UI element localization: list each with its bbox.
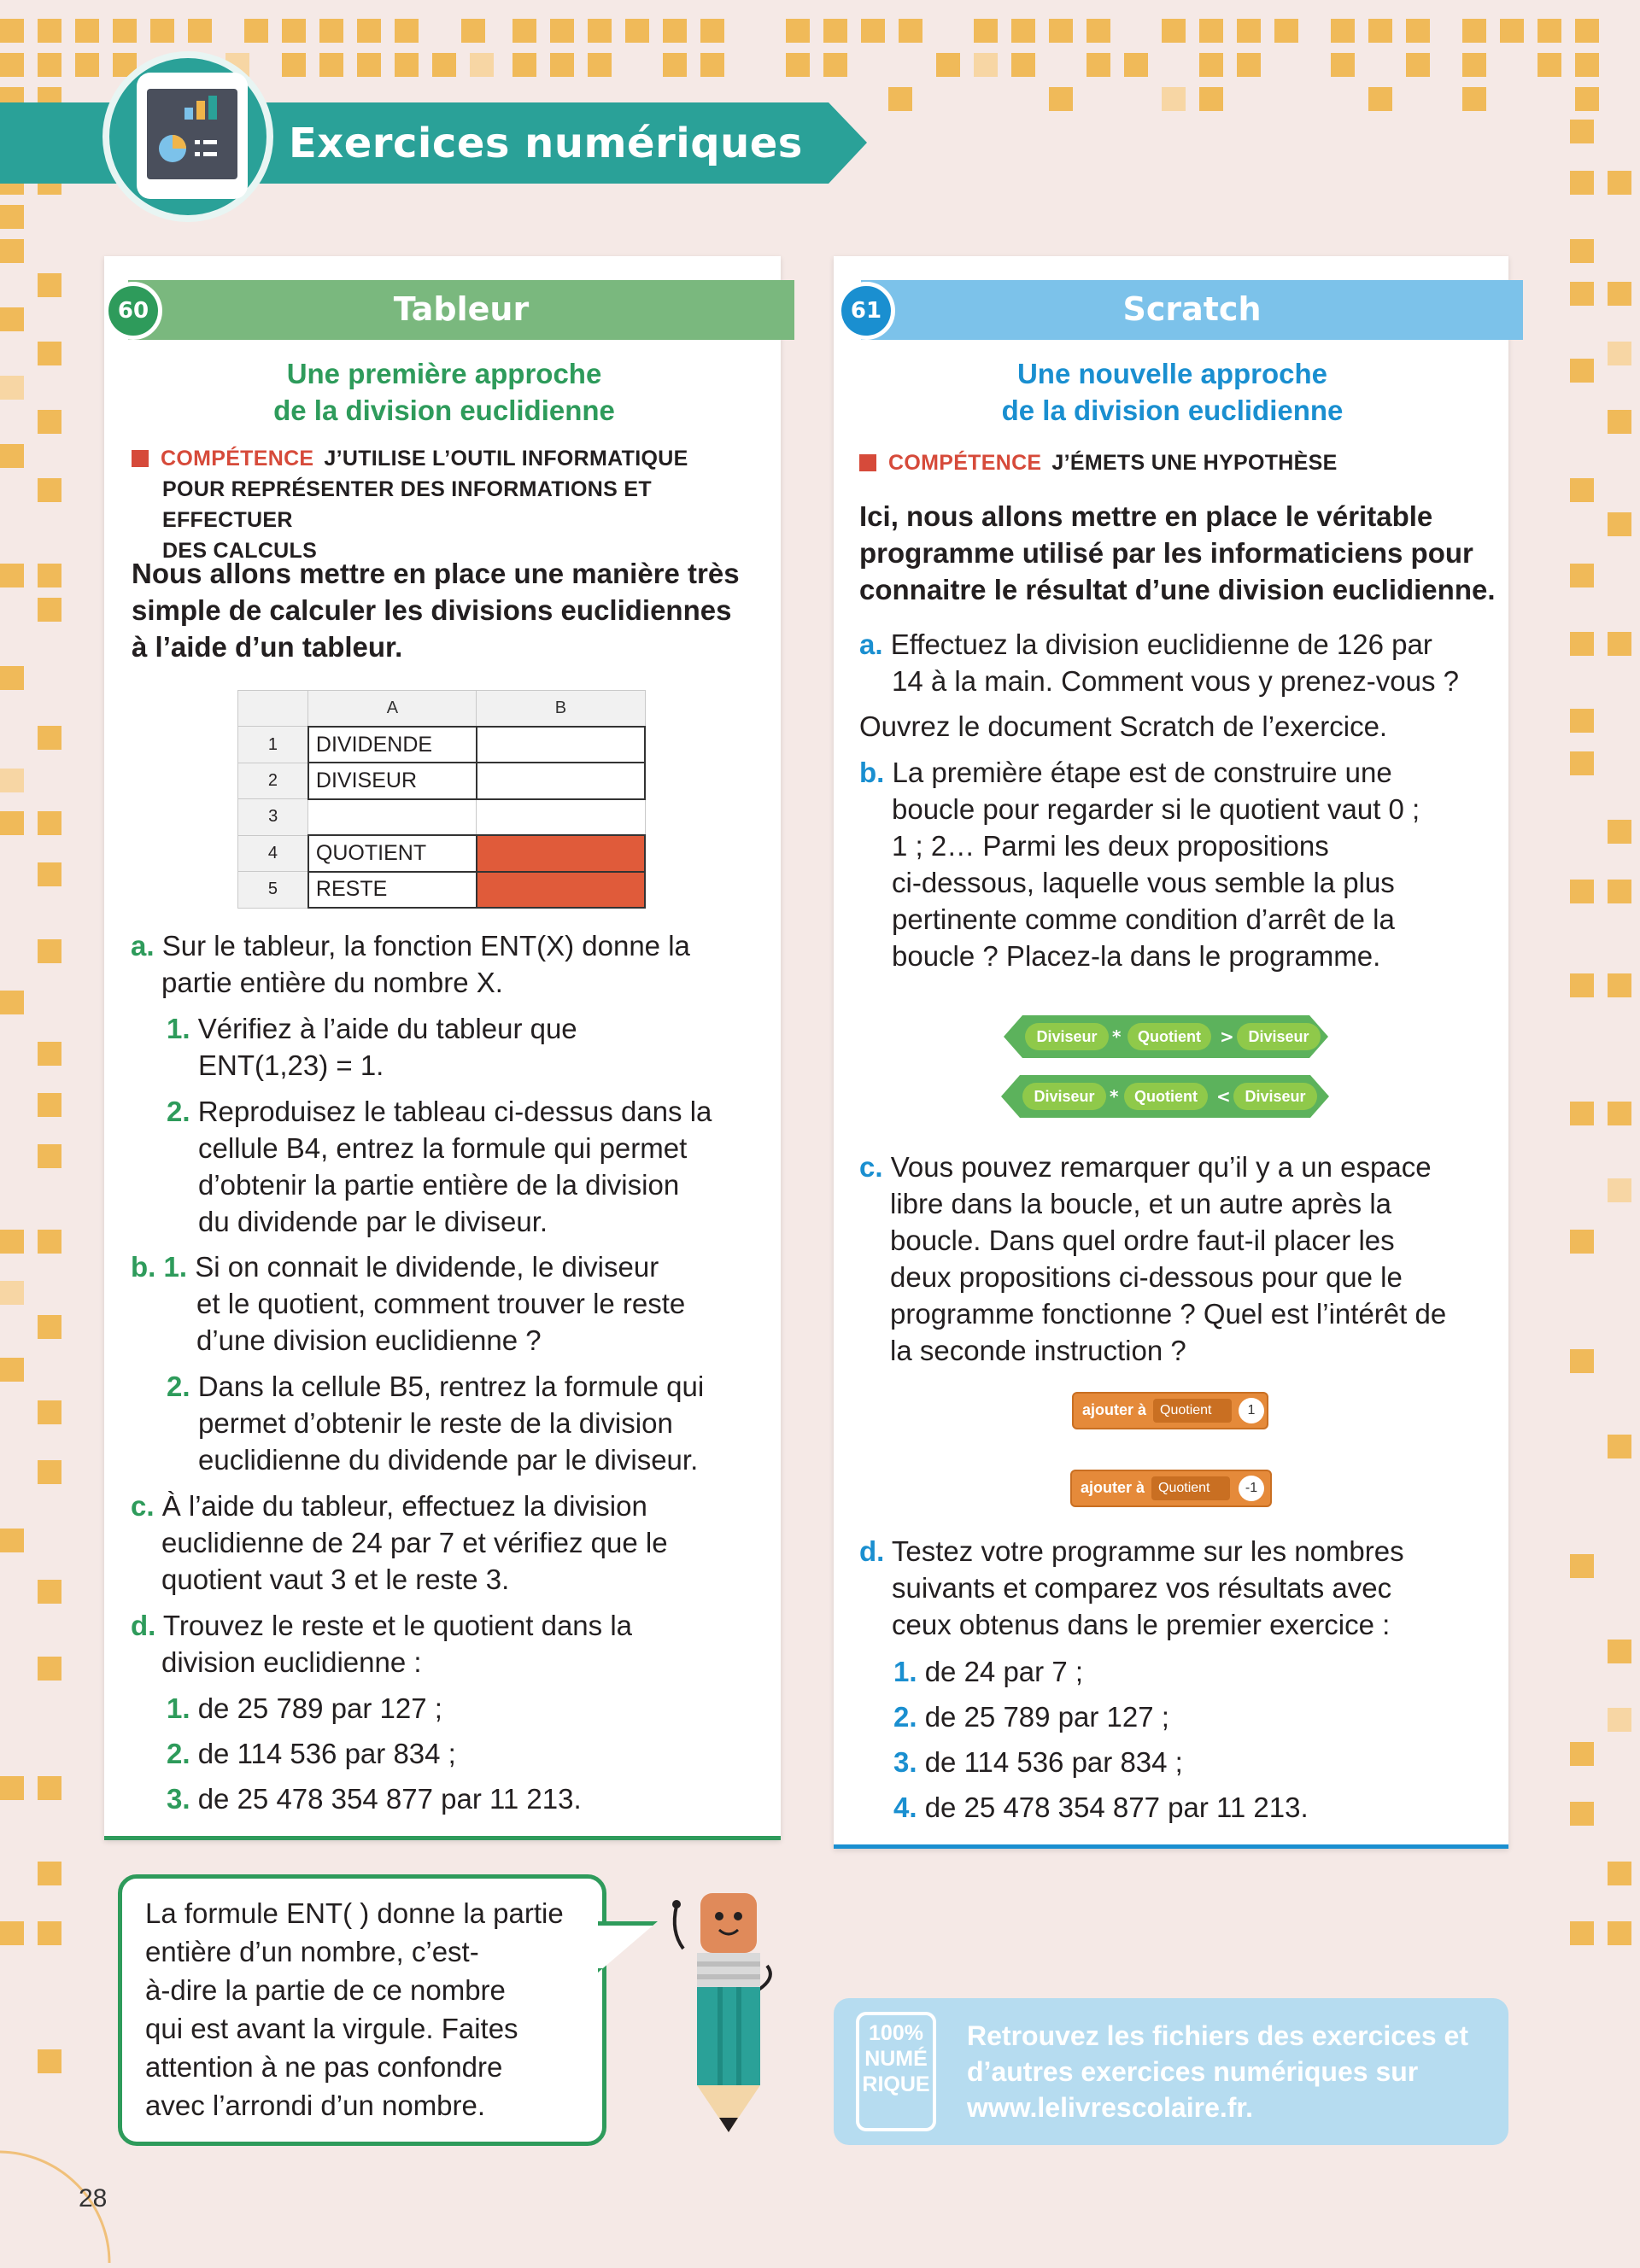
exercise-60-number: 60 bbox=[104, 282, 162, 340]
question-a: a. Sur le tableur, la fonction ENT(X) donne la bbox=[131, 930, 690, 962]
exercise-61-competence: COMPÉTENCE J’ÉMETS UNE HYPOTHÈSE bbox=[859, 447, 1491, 478]
sheet-row-number: 5 bbox=[238, 872, 308, 908]
question-d-line: division euclidienne : bbox=[161, 1646, 422, 1678]
question-a1: 1. Vérifiez à l’aide du tableur que bbox=[167, 1013, 577, 1044]
variable-dropdown: Quotient bbox=[1151, 1476, 1230, 1500]
exercise-60-subtitle: Une première approche de la division euclidienne bbox=[273, 358, 615, 426]
question-c: c. À l’aide du tableur, effectuez la division bbox=[131, 1490, 647, 1522]
exercise-61-category: Scratch bbox=[1122, 290, 1262, 328]
digital-resources-text: Retrouvez les fichiers des exercices et d’autres exercices numériques sur www.lelivrescolaire.fr. bbox=[967, 2018, 1505, 2125]
sheet-col-a: A bbox=[308, 691, 477, 727]
question-d-line: ceux obtenus dans le premier exercice : bbox=[892, 1609, 1391, 1640]
question-c-line: quotient vaut 3 et le reste 3. bbox=[161, 1564, 510, 1595]
operator-symbol: * bbox=[1110, 1086, 1119, 1107]
question-d-line: suivants et comparez vos résultats avec bbox=[892, 1572, 1392, 1604]
page-number: 28 bbox=[79, 2184, 108, 2212]
sheet-row-number: 2 bbox=[238, 763, 308, 798]
question-a1-line: ENT(1,23) = 1. bbox=[198, 1049, 384, 1081]
100-percent-numerique-badge: 100% NUMÉ RIQUE bbox=[856, 2012, 936, 2131]
variable-pill: Diviseur bbox=[1025, 1023, 1109, 1050]
question-c: c. Vous pouvez remarquer qu’il y a un espace bbox=[859, 1151, 1432, 1183]
question-b1: b. 1. Si on connait le dividende, le diviseur bbox=[131, 1251, 659, 1283]
question-a2-line: du dividende par le diviseur. bbox=[198, 1206, 548, 1237]
question-b-line: pertinente comme condition d’arrêt de la bbox=[892, 903, 1395, 935]
question-b1-line: et le quotient, comment trouver le reste bbox=[196, 1288, 686, 1319]
question-b-line: ci-dessous, laquelle vous semble la plus bbox=[892, 867, 1395, 898]
spreadsheet-table bbox=[237, 690, 646, 909]
sheet-cell-a2: DIVISEUR bbox=[308, 763, 477, 798]
question-a: a. Effectuez la division euclidienne de 126 par bbox=[859, 628, 1432, 660]
operator-symbol: > bbox=[1220, 1026, 1234, 1047]
question-b-line: boucle ? Placez-la dans le programme. bbox=[892, 940, 1381, 972]
competence-marker bbox=[132, 450, 149, 467]
sheet-cell-a4: QUOTIENT bbox=[308, 835, 477, 871]
sheet-row-number: 4 bbox=[238, 835, 308, 871]
sheet-row-number: 3 bbox=[238, 799, 308, 835]
exercise-60-competence: COMPÉTENCE J’UTILISE L’OUTIL INFORMATIQUE POUR REPRÉSENTER DES INFORMATIONS ET EFFECTUER DES CALCULS bbox=[132, 443, 764, 566]
competence-marker bbox=[859, 454, 876, 471]
sheet-cell-b1 bbox=[477, 727, 645, 763]
chart-icon bbox=[147, 89, 237, 179]
pencil-mascot-icon bbox=[666, 1889, 786, 2145]
value-input: 1 bbox=[1239, 1398, 1264, 1423]
question-d-item: 3. de 25 478 354 877 par 11 213. bbox=[167, 1783, 582, 1815]
question-c-line: la seconde instruction ? bbox=[890, 1335, 1186, 1366]
sheet-cell-a3 bbox=[308, 799, 477, 835]
variable-pill: Diviseur bbox=[1237, 1023, 1321, 1050]
open-document-instruction: Ouvrez le document Scratch de l’exercice. bbox=[859, 710, 1388, 742]
sheet-cell-a1: DIVIDENDE bbox=[308, 727, 477, 763]
value-input: -1 bbox=[1239, 1476, 1264, 1501]
question-c-line: libre dans la boucle, et un autre après la bbox=[890, 1188, 1392, 1219]
page-title: Exercices numériques bbox=[289, 120, 803, 167]
question-a2-line: cellule B4, entrez la formule qui permet bbox=[198, 1132, 688, 1164]
question-c-line: programme fonctionne ? Quel est l’intérêt de bbox=[890, 1298, 1447, 1330]
question-d-item: 2. de 25 789 par 127 ; bbox=[893, 1701, 1169, 1733]
question-a2-line: d’obtenir la partie entière de la division bbox=[198, 1169, 680, 1201]
question-b1-line: d’une division euclidienne ? bbox=[196, 1324, 542, 1356]
question-d-item: 1. de 24 par 7 ; bbox=[893, 1656, 1084, 1687]
variable-pill: Quotient bbox=[1128, 1023, 1211, 1050]
question-b2: 2. Dans la cellule B5, rentrez la formule qui bbox=[167, 1371, 705, 1402]
instruction-command: ajouter à bbox=[1082, 1401, 1147, 1418]
sheet-cell-b2 bbox=[477, 763, 645, 798]
question-b-line: 1 ; 2… Parmi les deux propositions bbox=[892, 830, 1329, 862]
question-b2-line: euclidienne du dividende par le diviseur. bbox=[198, 1444, 699, 1476]
question-b2-line: permet d’obtenir le reste de la division bbox=[198, 1407, 673, 1439]
operator-symbol: < bbox=[1216, 1086, 1231, 1107]
exercise-60-intro: Nous allons mettre en place une manière très simple de calculer les divisions euclidiennes à l’aide d’un tableur. bbox=[132, 558, 740, 663]
question-d: d. Testez votre programme sur les nombres bbox=[859, 1535, 1404, 1567]
sheet-cell-b4 bbox=[477, 835, 645, 871]
question-a-line: partie entière du nombre X. bbox=[161, 967, 503, 998]
exercise-60-category: Tableur bbox=[393, 290, 530, 328]
variable-pill: Diviseur bbox=[1022, 1083, 1106, 1110]
question-c-line: boucle. Dans quel ordre faut-il placer les bbox=[890, 1225, 1395, 1256]
exercise-61-subtitle: Une nouvelle approche de la division euclidienne bbox=[1001, 358, 1344, 426]
question-d-item: 2. de 114 536 par 834 ; bbox=[167, 1738, 456, 1769]
tip-text: La formule ENT( ) donne la partie entière d’un nombre, c’est- à-dire la partie de ce nombre qui est avant la virgule. Faites attention à ne pas confondre avec l’arrondi d’un nombre. bbox=[145, 1897, 564, 2121]
question-c-line: euclidienne de 24 par 7 et vérifiez que le bbox=[161, 1527, 668, 1558]
instruction-command: ajouter à bbox=[1081, 1479, 1145, 1496]
website-link[interactable]: www.lelivrescolaire.fr. bbox=[967, 2092, 1253, 2123]
sheet-cell-a5: RESTE bbox=[308, 872, 477, 908]
variable-pill: Quotient bbox=[1124, 1083, 1208, 1110]
question-d-item: 4. de 25 478 354 877 par 11 213. bbox=[893, 1792, 1309, 1823]
sheet-col-b: B bbox=[477, 691, 645, 727]
question-b-line: boucle pour regarder si le quotient vaut 0 ; bbox=[892, 793, 1420, 825]
exercise-61-intro: Ici, nous allons mettre en place le véritable programme utilisé par les informaticiens pour connaitre le résultat d’une division euclidienne. bbox=[859, 500, 1496, 605]
question-d-item: 1. de 25 789 par 127 ; bbox=[167, 1692, 442, 1724]
variable-dropdown: Quotient bbox=[1153, 1399, 1232, 1423]
question-c-line: deux propositions ci-dessous pour que le bbox=[890, 1261, 1403, 1293]
sheet-cell-b3 bbox=[477, 799, 645, 835]
question-a-line: 14 à la main. Comment vous y prenez-vous ? bbox=[892, 665, 1459, 697]
question-b: b. La première étape est de construire une bbox=[859, 757, 1392, 788]
sheet-cell-b5 bbox=[477, 872, 645, 908]
variable-pill: Diviseur bbox=[1233, 1083, 1317, 1110]
question-a2: 2. Reproduisez le tableau ci-dessus dans la bbox=[167, 1096, 712, 1127]
question-d: d. Trouvez le reste et le quotient dans la bbox=[131, 1610, 632, 1641]
operator-symbol: * bbox=[1112, 1026, 1122, 1047]
exercise-61-number: 61 bbox=[837, 282, 895, 340]
question-d-item: 3. de 114 536 par 834 ; bbox=[893, 1746, 1183, 1778]
sheet-row-number: 1 bbox=[238, 727, 308, 763]
sheet-corner bbox=[238, 691, 308, 727]
